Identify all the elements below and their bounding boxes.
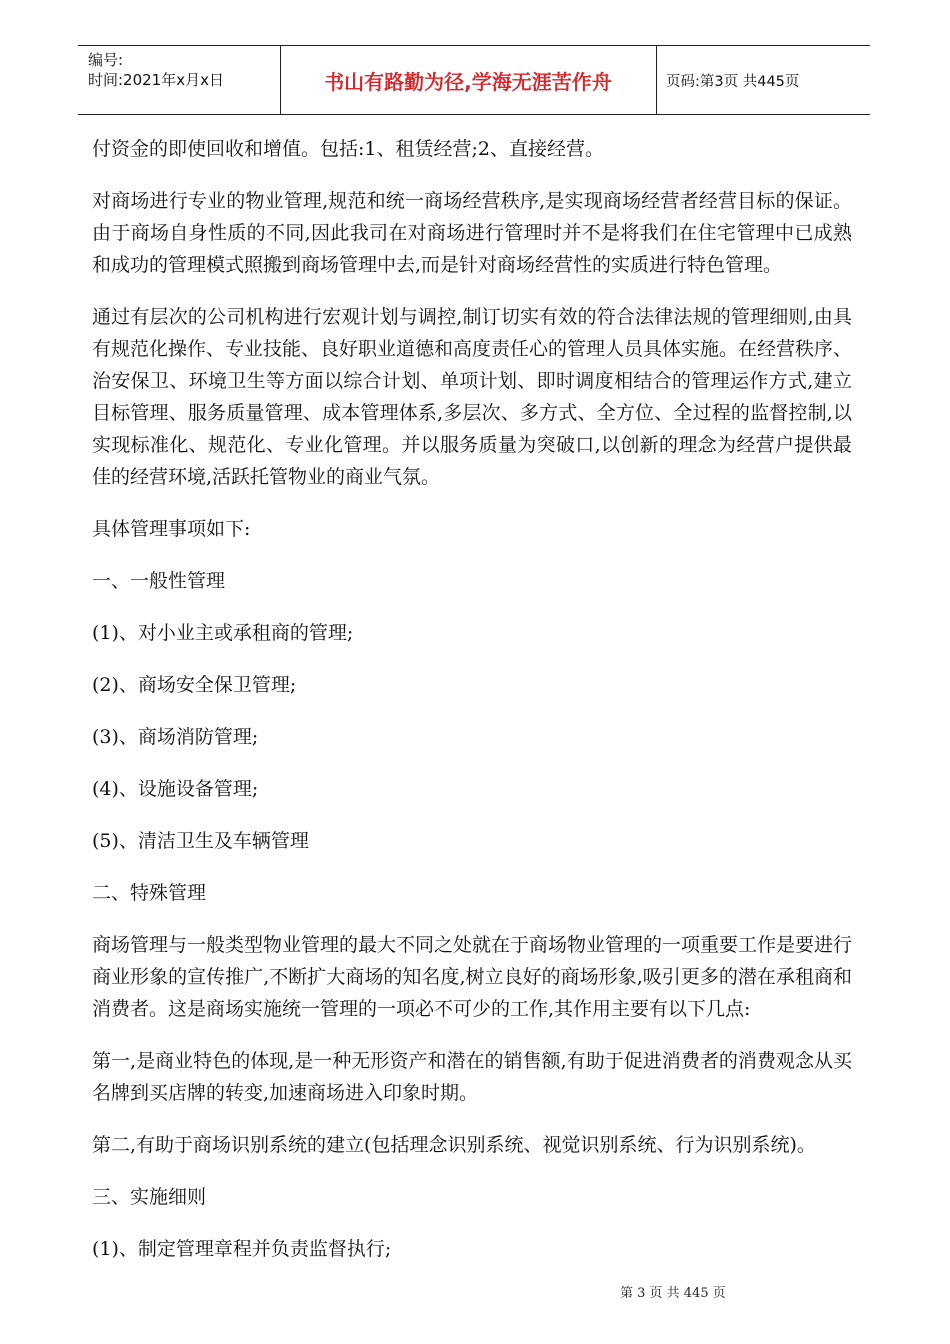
list-item: (5)、清洁卫生及车辆管理 (92, 830, 309, 852)
paragraph: 付资金的即使回收和增值。包括:1、租赁经营;2、直接经营。 (92, 138, 604, 160)
header-page-info: 页码:第3页 共445页 (666, 73, 800, 90)
list-item: (1)、对小业主或承租商的管理; (92, 622, 354, 644)
list-item: (4)、设施设备管理; (92, 778, 259, 800)
paragraph: 第一,是商业特色的体现,是一种无形资产和潜在的销售额,有助于促进消费者的消费观念从买名牌到买店牌的转变,加速商场进入印象时期。 (92, 1050, 852, 1104)
header-meta (88, 50, 224, 90)
list-item: (2)、商场安全保卫管理; (92, 674, 297, 696)
paragraph: 具体管理事项如下: (92, 518, 251, 540)
date-label: 时间:2021年x月x日 (88, 71, 224, 89)
header-motto: 书山有路勤为径,学海无涯苦作舟 (324, 69, 612, 94)
section-heading: 一、一般性管理 (92, 570, 226, 592)
paragraph: 对商场进行专业的物业管理,规范和统一商场经营秩序,是实现商场经营者经营目标的保证。由于商场自身性质的不同,因此我司在对商场进行管理时并不是将我们在住宅管理中已成熟和成功的管理模式照搬到商场管理中去,而是针对商场经营性的实质进行特色管理。 (92, 190, 852, 276)
page-footer: 第 3 页 共 445 页 (620, 1286, 726, 1301)
header-divider (656, 46, 657, 114)
page-header (78, 45, 870, 115)
paragraph: 第二,有助于商场识别系统的建立(包括理念识别系统、视觉识别系统、行为识别系统)。 (92, 1134, 816, 1156)
section-heading: 三、实施细则 (92, 1186, 207, 1208)
section-heading: 二、特殊管理 (92, 882, 207, 904)
paragraph: 通过有层次的公司机构进行宏观计划与调控,制订切实有效的符合法律法规的管理细则,由具有规范化操作、专业技能、良好职业道德和高度责任心的管理人员具体实施。在经营秩序、治安保卫、环境卫生等方面以综合计划、单项计划、即时调度相结合的管理运作方式,建立目标管理、服务质量管理、成本管理体系,多层次、多方式、全方位、全过程的监督控制,以实现标准化、规范化、专业化管理。并以服务质量为突破口,以创新的理念为经营户提供最佳的经营环境,活跃托管物业的商业气氛。 (92, 306, 853, 488)
document-body (92, 133, 852, 1285)
paragraph: 商场管理与一般类型物业管理的最大不同之处就在于商场物业管理的一项重要工作是要进行商业形象的宣传推广,不断扩大商场的知名度,树立良好的商场形象,吸引更多的潜在承租商和消费者。这是商场实施统一管理的一项必不可少的工作,其作用主要有以下几点: (92, 934, 853, 1020)
list-item: (1)、制定管理章程并负责监督执行; (92, 1238, 392, 1260)
number-label: 编号: (88, 51, 124, 69)
list-item: (3)、商场消防管理; (92, 726, 259, 748)
